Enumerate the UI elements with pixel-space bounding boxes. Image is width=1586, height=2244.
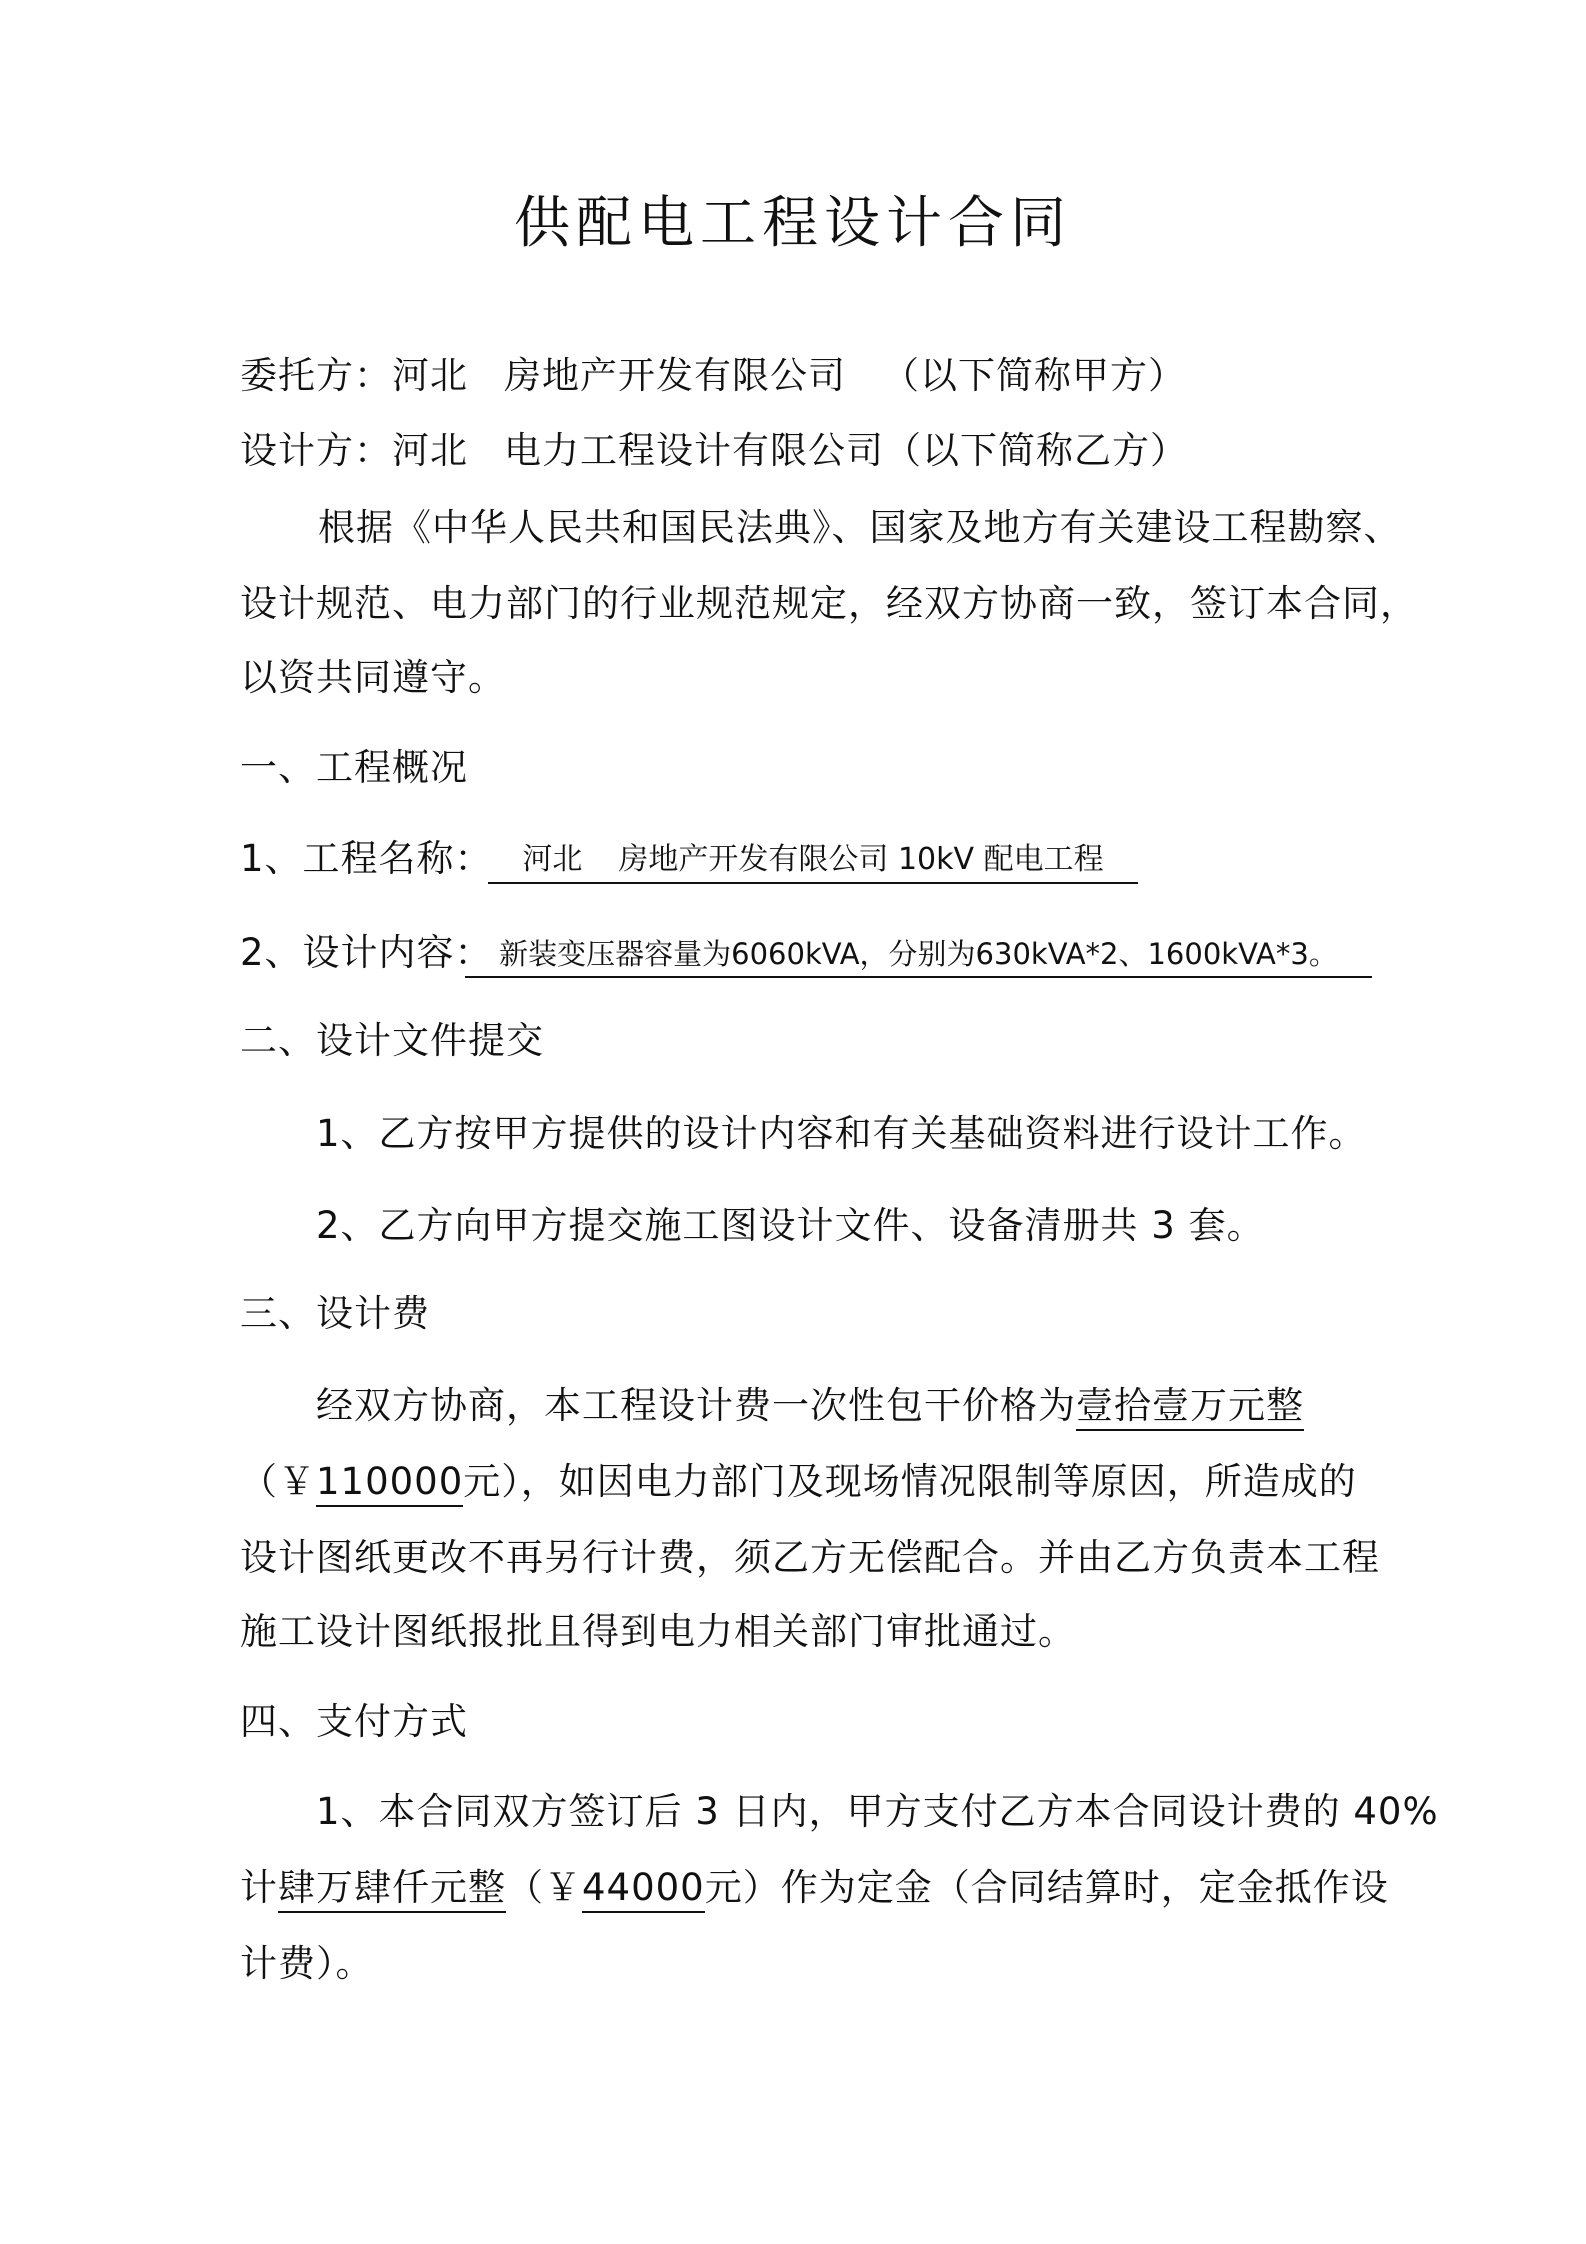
section-2-item-1: 1、乙方按甲方提供的设计内容和有关基础资料进行设计工作。: [316, 1112, 1367, 1155]
project-name-field: [488, 838, 1138, 884]
design-content-value: 新装变压器容量为6060kVA，分别为630kVA*2、1600kVA*3。: [499, 937, 1338, 971]
payment-line-2: [240, 1862, 1389, 1914]
designer-line: [240, 425, 1188, 477]
project-name-value: 房地产开发有限公司 10kV 配电工程: [618, 842, 1104, 877]
designer-label: 设计方：: [240, 429, 392, 472]
payment-amount-words: 肆万肆仟元整: [278, 1866, 506, 1913]
client-note: （以下简称甲方）: [882, 354, 1186, 397]
project-name-label: 1、工程名称：: [240, 837, 493, 880]
preamble-line-3: 以资共同遵守。: [240, 656, 506, 699]
fee-line-3: 设计图纸更改不再另行计费，须乙方无偿配合。并由乙方负责本工程: [240, 1536, 1380, 1579]
fee-amount-words: 壹拾壹万元整: [1076, 1384, 1304, 1431]
fee-amount-number: 110000: [316, 1460, 463, 1507]
section-3-heading: 三、设计费: [240, 1292, 430, 1335]
fee-text: 经双方协商，本工程设计费一次性包干价格为: [316, 1384, 1076, 1427]
design-content-field: [465, 932, 1372, 978]
fee-line-4: 施工设计图纸报批且得到电力相关部门审批通过。: [240, 1610, 1076, 1653]
section-2-item-2: 2、乙方向甲方提交施工图设计文件、设备清册共 3 套。: [316, 1204, 1265, 1247]
payment-amount-number: 44000: [582, 1866, 705, 1913]
project-name-region: 河北: [522, 842, 583, 877]
fee-line-1: [316, 1380, 1304, 1432]
payment-line-1: 1、本合同双方签订后 3 日内，甲方支付乙方本合同设计费的 40%: [316, 1790, 1439, 1833]
section-1-heading: 一、工程概况: [240, 746, 468, 789]
preamble-line-2: 设计规范、电力部门的行业规范规定，经双方协商一致，签订本合同，: [240, 582, 1418, 625]
fee-open: （￥: [240, 1460, 316, 1503]
client-label: 委托方：: [240, 354, 392, 397]
payment-line-3: 计费）。: [240, 1942, 374, 1985]
fee-rest: 元），如因电力部门及现场情况限制等原因，所造成的: [463, 1460, 1357, 1503]
section-2-heading: 二、设计文件提交: [240, 1019, 544, 1062]
designer-note: （以下简称乙方）: [884, 429, 1188, 472]
preamble-line-1: 根据《中华人民共和国民法典》、国家及地方有关建设工程勘察、: [318, 506, 1402, 549]
designer-region: 河北: [392, 429, 468, 472]
payment-rest: 元）作为定金（合同结算时，定金抵作设: [704, 1866, 1389, 1909]
payment-open: （￥: [506, 1866, 582, 1909]
section-4-heading: 四、支付方式: [240, 1700, 468, 1743]
payment-prefix: 计: [240, 1866, 278, 1909]
page-title: 供配电工程设计合同: [514, 191, 1072, 256]
designer-company: 电力工程设计有限公司: [504, 429, 884, 472]
fee-line-2: [240, 1456, 1357, 1508]
client-line: [240, 350, 1186, 402]
design-content-label: 2、设计内容：: [240, 931, 493, 974]
client-company: 房地产开发有限公司: [504, 354, 846, 397]
client-region: 河北: [392, 354, 468, 397]
